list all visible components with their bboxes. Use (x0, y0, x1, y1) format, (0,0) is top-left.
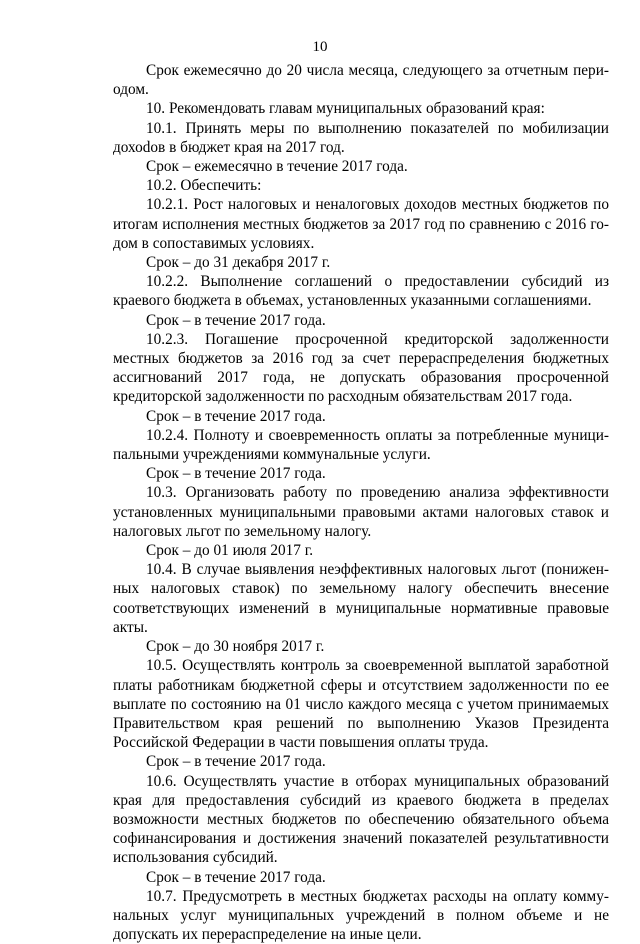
paragraph-10-2-4: 10.2.4. Полноту и своевременность оплаты за потребленные муниципальными учреждениями коммунальные услуги. (113, 426, 609, 464)
paragraph-deadline: Срок – до 31 декабря 2017 г. (146, 254, 331, 272)
paragraph-deadline: Срок – ежемесячно в течение 2017 года. (146, 158, 408, 176)
paragraph-deadline: Срок – в течение 2017 года. (146, 407, 326, 425)
paragraph-10-1: 10.1. Принять меры по выполнению показателей по мобилизации дохоdов в бюджет края на 2017 год. (113, 119, 609, 156)
page-number: 10 (312, 39, 328, 55)
paragraph-10-7: 10.7. Предусмотреть в местных бюджетах расходы на оплату коммунальных услуг муниципальных учреждений в полном объеме и не допускать их перераспределение на иные цели. (113, 887, 609, 944)
paragraph-10: 10. Рекомендовать главам муниципальных образований края: (146, 100, 545, 118)
paragraph-deadline-monthly-20: Срок ежемесячно до 20 числа месяца, следующего за отчетным периодом. (113, 62, 609, 99)
document-body (113, 61, 609, 944)
paragraph-10-5: 10.5. Осуществлять контроль за своевременной выплатой заработной платы работникам бюджетной сферы и отсутствием задолженности по ее выплате по состоянию на 01 число каждого месяца с учетом принимаемых Правительством края решений по выполнению Указов Президента Российской Федерации в части повышения оплаты труда. (113, 657, 609, 752)
paragraph-deadline: Срок – до 30 ноября 2017 г. (146, 638, 325, 656)
paragraph-10-4: 10.4. В случае выявления неэффективных налоговых льгот (пониженных налоговых ставок) по земельному налогу обеспечить внесение соответствующих изменений в муниципальные нормативные правовые акты. (113, 561, 609, 636)
paragraph-deadline: Срок – в течение 2017 года. (146, 311, 326, 329)
paragraph-deadline: Срок – в течение 2017 года. (146, 868, 326, 886)
paragraph-10-6: 10.6. Осуществлять участие в отборах муниципальных образований края для предоставления субсидий из краевого бюджета в пределах возможности местных бюджетов по обеспечению обязательного объема софинансирования и достижения значений показателей результативности использования субсидий. (113, 772, 609, 867)
paragraph-10-2-3: 10.2.3. Погашение просроченной кредиторской задолженности местных бюджетов за 2016 год за счет перераспределения бюджетных ассигнований 2017 года, не допускать образования просроченной кредиторской задолженности по расходным обязательствам 2017 года. (113, 330, 609, 406)
paragraph-10-2-2: 10.2.2. Выполнение соглашений о предоставлении субсидий из краевого бюджета в объемах, установленных указанными соглашениями. (113, 273, 609, 310)
paragraph-10-2: 10.2. Обеспечить: (146, 177, 262, 195)
paragraph-10-3: 10.3. Организовать работу по проведению анализа эффективности установленных муниципальными правовыми актами налоговых ставок и налоговых льгот по земельному налогу. (113, 484, 609, 540)
paragraph-10-2-1: 10.2.1. Рост налоговых и неналоговых доходов местных бюджетов по итогам исполнения местных бюджетов за 2017 год по сравнению с 2016 годом в сопоставимых условиях. (113, 196, 609, 252)
paragraph-deadline: Срок – в течение 2017 года. (146, 465, 326, 483)
paragraph-deadline: Срок – до 01 июля 2017 г. (146, 542, 314, 560)
paragraph-deadline: Срок – в течение 2017 года. (146, 753, 326, 771)
